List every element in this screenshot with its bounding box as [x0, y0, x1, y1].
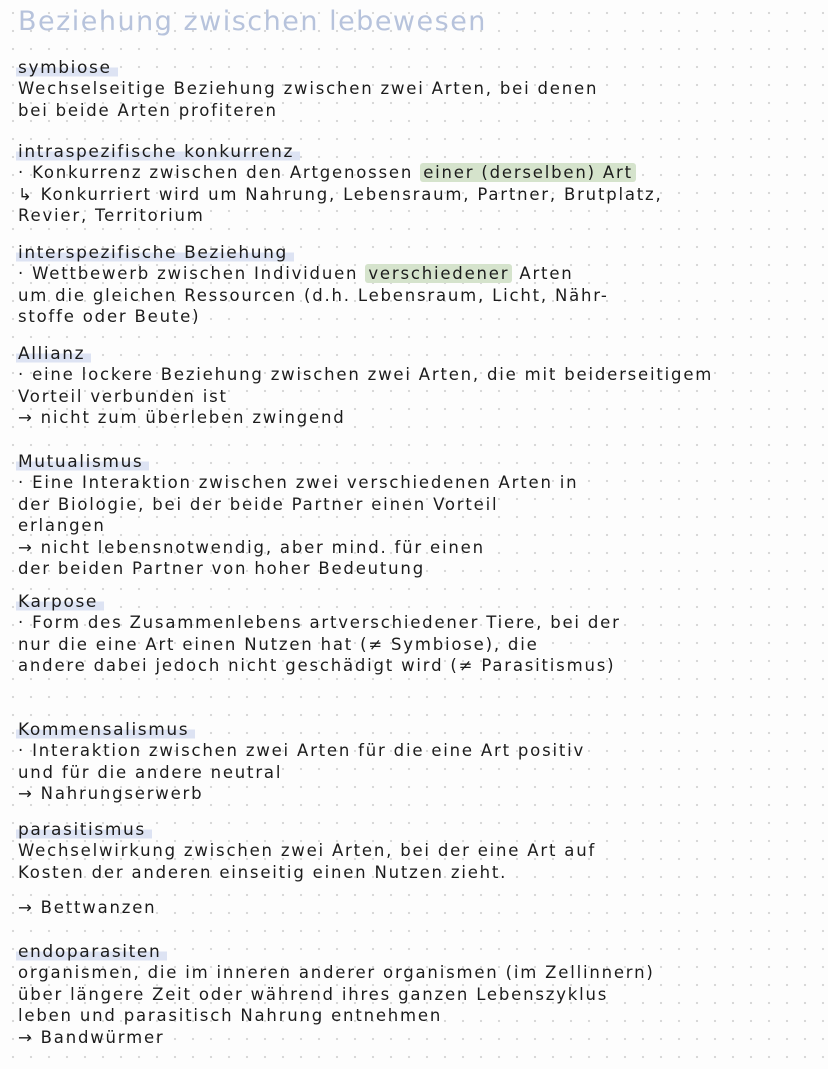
text-segment: · Wettbewerb zwischen Individuen	[18, 264, 366, 283]
text-line: Wechselseitige Beziehung zwischen zwei Arten, bei denen	[18, 79, 599, 98]
text-segment: Arten	[512, 264, 574, 283]
text-line: erlangen	[18, 516, 106, 535]
section-parasitismus	[18, 820, 813, 919]
text-line: der beiden Partner von hoher Bedeutung	[18, 559, 425, 578]
section-heading: endoparasiten	[16, 942, 167, 962]
page-title: Beziehung zwischen lebewesen	[18, 6, 487, 37]
text-line	[18, 883, 813, 897]
text-line: andere dabei jedoch nicht geschädigt wird (≠ Parasitismus)	[18, 656, 616, 675]
section-heading: Mutualismus	[16, 452, 149, 472]
section-kommensalismus	[18, 720, 813, 805]
section-symbiose	[18, 58, 813, 121]
text-line: → nicht lebensnotwendig, aber mind. für einen	[18, 537, 485, 557]
section-heading: symbiose	[16, 58, 118, 78]
text-line: Vorteil verbunden ist	[18, 386, 228, 406]
text-line: · Interaktion zwischen zwei Arten für die eine Art positiv	[18, 741, 586, 760]
section-allianz	[18, 344, 813, 429]
section-endoparasiten	[18, 942, 813, 1048]
section-heading: parasitismus	[16, 820, 152, 840]
text-line: stoffe oder Beute)	[18, 307, 201, 326]
text-line: · eine lockere Beziehung zwischen zwei Arten, die mit beiderseitigem	[18, 365, 714, 384]
text-line: → Bandwürmer	[18, 1027, 165, 1047]
section-heading: intraspezifische konkurrenz	[16, 142, 300, 162]
section-heading: Allianz	[16, 344, 91, 364]
text-line: Wechselwirkung zwischen zwei Arten, bei der eine Art auf	[18, 841, 597, 860]
text-line: → Nahrungserwerb	[18, 784, 204, 803]
text-line: nur die eine Art einen Nutzen hat (≠ Symbiose), die	[18, 634, 539, 654]
text-line: Kosten der anderen einseitig einen Nutzen zieht.	[18, 862, 508, 882]
text-line: Revier, Territorium	[18, 206, 205, 225]
text-line: bei beide Arten profiteren	[18, 100, 278, 120]
section-intraspezifische-konkurrenz	[18, 142, 813, 227]
section-heading: Kommensalismus	[16, 720, 195, 740]
text-line: → Bettwanzen	[18, 898, 157, 917]
text-line	[18, 263, 813, 285]
text-line: organismen, die im inneren anderer organismen (im Zellinnern)	[18, 963, 655, 982]
highlighted-phrase: einer (derselben) Art	[420, 163, 636, 182]
text-line: um die gleichen Ressourcen (d.h. Lebensraum, Licht, Nähr-	[18, 285, 609, 305]
section-mutualismus	[18, 452, 813, 580]
text-line	[18, 162, 813, 184]
text-segment: · Konkurrenz zwischen den Artgenossen	[18, 163, 421, 182]
section-interspezifische-beziehung	[18, 243, 813, 328]
text-line: über längere Zeit oder während ihres ganzen Lebenszyklus	[18, 984, 609, 1004]
section-heading: Karpose	[16, 592, 104, 612]
text-line: der Biologie, bei der beide Partner einen Vorteil	[18, 494, 499, 514]
text-line: ↳ Konkurriert wird um Nahrung, Lebensraum, Partner, Brutplatz,	[18, 184, 663, 204]
text-line: → nicht zum überleben zwingend	[18, 408, 346, 427]
text-line: und für die andere neutral	[18, 762, 283, 782]
section-heading: interspezifische Beziehung	[16, 243, 294, 263]
section-karpose	[18, 592, 813, 677]
highlighted-phrase: verschiedener	[365, 264, 512, 283]
text-line: · Form des Zusammenlebens artverschiedener Tiere, bei der	[18, 613, 621, 632]
text-line: leben und parasitisch Nahrung entnehmen	[18, 1006, 443, 1025]
text-line: · Eine Interaktion zwischen zwei verschiedenen Arten in	[18, 473, 579, 492]
